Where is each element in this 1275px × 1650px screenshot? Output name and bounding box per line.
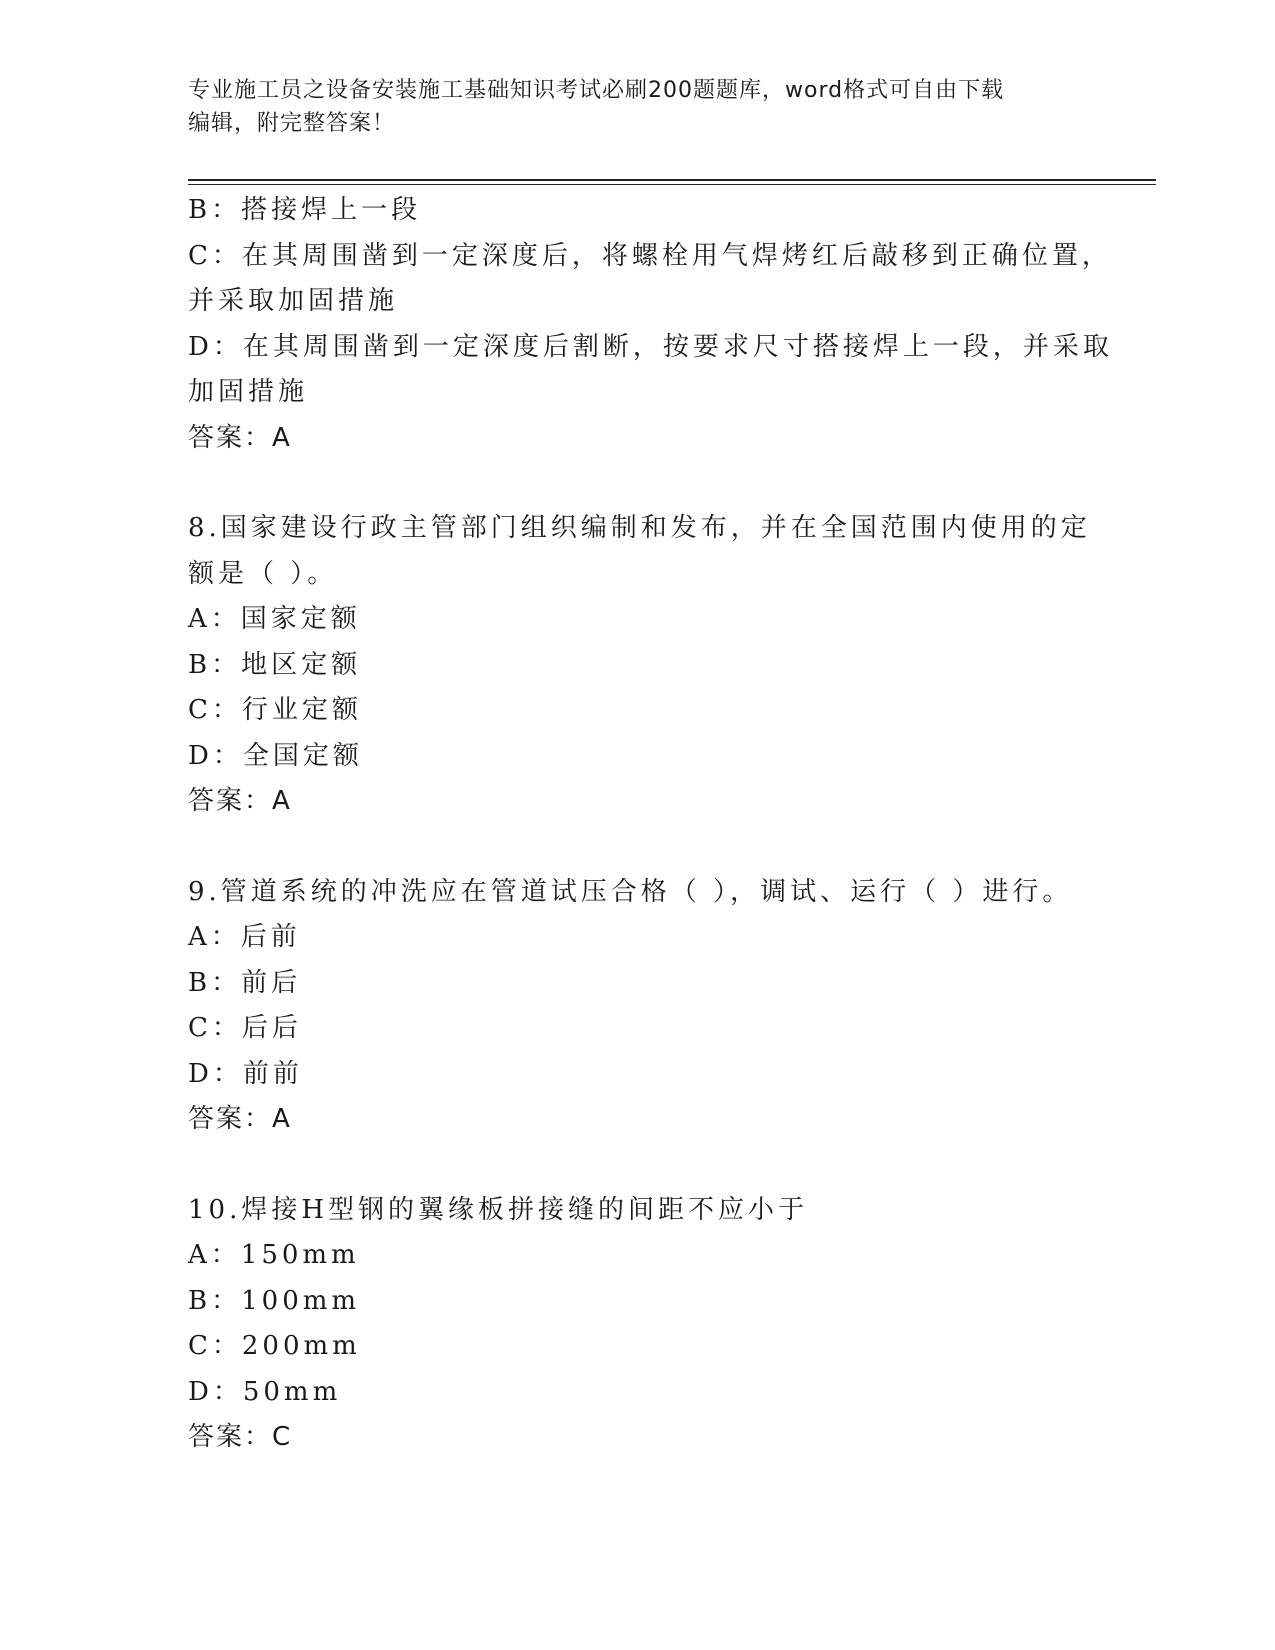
question-9 — [188, 870, 1088, 1143]
option-d: D：在其周围凿到一定深度后割断，按要求尺寸搭接焊上一段，并采取 — [188, 331, 1113, 362]
option-c: C：200mm — [188, 1331, 361, 1361]
answer: 答案：C — [188, 1422, 293, 1452]
option-c-continued: 并采取加固措施 — [188, 286, 399, 316]
spacer — [188, 461, 1088, 506]
answer: 答案：A — [188, 1104, 292, 1134]
question-8 — [188, 506, 1091, 825]
option-b: B：地区定额 — [188, 649, 362, 680]
option-c: C：行业定额 — [188, 695, 362, 725]
option-d: D：前前 — [188, 1058, 303, 1089]
option-d: D：全国定额 — [188, 740, 363, 771]
header-title-line-1: 专业施工员之设备安装施工基础知识考试必刷200题题库，word格式可自由下载 — [188, 78, 1005, 103]
option-b: B：100mm — [188, 1285, 361, 1316]
header-title-line-2: 编辑，附完整答案！ — [188, 111, 396, 136]
question-stem: 8.国家建设行政主管部门组织编制和发布，并在全国范围内使用的定 — [188, 513, 1091, 543]
header-divider-bottom — [188, 184, 1156, 185]
option-d: D：50mm — [188, 1376, 342, 1407]
answer: 答案：A — [188, 422, 292, 453]
spacer — [188, 1143, 1088, 1188]
option-c: C：在其周围凿到一定深度后，将螺栓用气焊烤红后敲移到正确位置， — [188, 240, 1112, 271]
question-7-tail — [188, 188, 1113, 461]
spacer — [188, 825, 1088, 870]
option-a: A：国家定额 — [188, 604, 361, 634]
option-a: A：150mm — [188, 1240, 360, 1270]
page-header — [188, 74, 1068, 140]
question-stem: 10.焊接H型钢的翼缘板拼接缝的间距不应小于 — [188, 1194, 809, 1225]
option-d-continued: 加固措施 — [188, 377, 309, 407]
option-a: A：后前 — [188, 922, 301, 952]
option-b: B：搭接焊上一段 — [188, 195, 422, 225]
header-divider-top — [188, 179, 1156, 181]
option-c: C：后后 — [188, 1013, 302, 1043]
answer: 答案：A — [188, 786, 292, 816]
option-b: B：前后 — [188, 967, 302, 998]
question-10 — [188, 1188, 1088, 1461]
question-content — [188, 188, 1113, 1461]
question-stem: 9.管道系统的冲洗应在管道试压合格（ ），调试、运行（ ）进行。 — [188, 876, 1073, 907]
question-stem-continued: 额是（ ）。 — [188, 558, 338, 589]
